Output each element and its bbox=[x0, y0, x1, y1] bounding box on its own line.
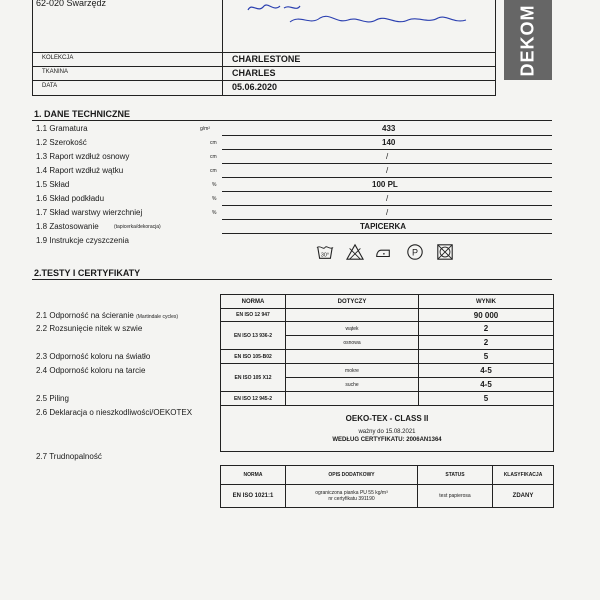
svg-text:P: P bbox=[411, 247, 419, 258]
test-label: 2.3 Odporność koloru na światło bbox=[36, 352, 151, 361]
svg-text:30°: 30° bbox=[320, 252, 330, 259]
section1-title: 1. DANE TECHNICZNE bbox=[34, 109, 131, 119]
header-divider bbox=[222, 0, 223, 52]
test-label: 2.6 Deklaracja o nieszkodliwości/OEKOTEX bbox=[36, 408, 193, 417]
test-label: 2.2 Rozsunięcie nitek w szwie bbox=[36, 324, 143, 333]
test-label: 2.4 Odporność koloru na tarcie bbox=[36, 366, 146, 375]
value-data: 05.06.2020 bbox=[232, 82, 278, 92]
signature bbox=[240, 0, 480, 36]
test-label: 2.7 Trudnopalność bbox=[36, 452, 102, 461]
label-kolekcja: KOLEKCJA bbox=[42, 55, 74, 61]
no-tumble-dry-icon bbox=[436, 243, 454, 261]
test-label: 2.1 Odporność na ścieranie (Martindale cycles) bbox=[36, 311, 179, 320]
section2-rule bbox=[32, 279, 552, 280]
address: 62-020 Swarzędz bbox=[36, 0, 107, 8]
label-tkanina: TKANINA bbox=[42, 69, 69, 75]
value-kolekcja: CHARLESTONE bbox=[232, 54, 301, 64]
header-row-line bbox=[32, 52, 496, 53]
section1-rule bbox=[32, 120, 552, 121]
wash-30-icon bbox=[316, 243, 334, 261]
value-tkanina: CHARLES bbox=[232, 68, 276, 78]
no-bleach-icon bbox=[346, 243, 364, 261]
brand-strip: DEKOM bbox=[504, 0, 552, 80]
label-data: DATA bbox=[42, 83, 58, 89]
section2-title: 2.TESTY I CERTYFIKATY bbox=[34, 268, 141, 278]
header-row-1-line bbox=[32, 66, 496, 67]
dry-clean-p-icon bbox=[406, 243, 424, 261]
header-row-2-line bbox=[32, 80, 496, 81]
iron-low-icon bbox=[374, 243, 392, 261]
header-row-divider bbox=[222, 52, 223, 96]
test-label: 2.5 Piling bbox=[36, 394, 69, 403]
